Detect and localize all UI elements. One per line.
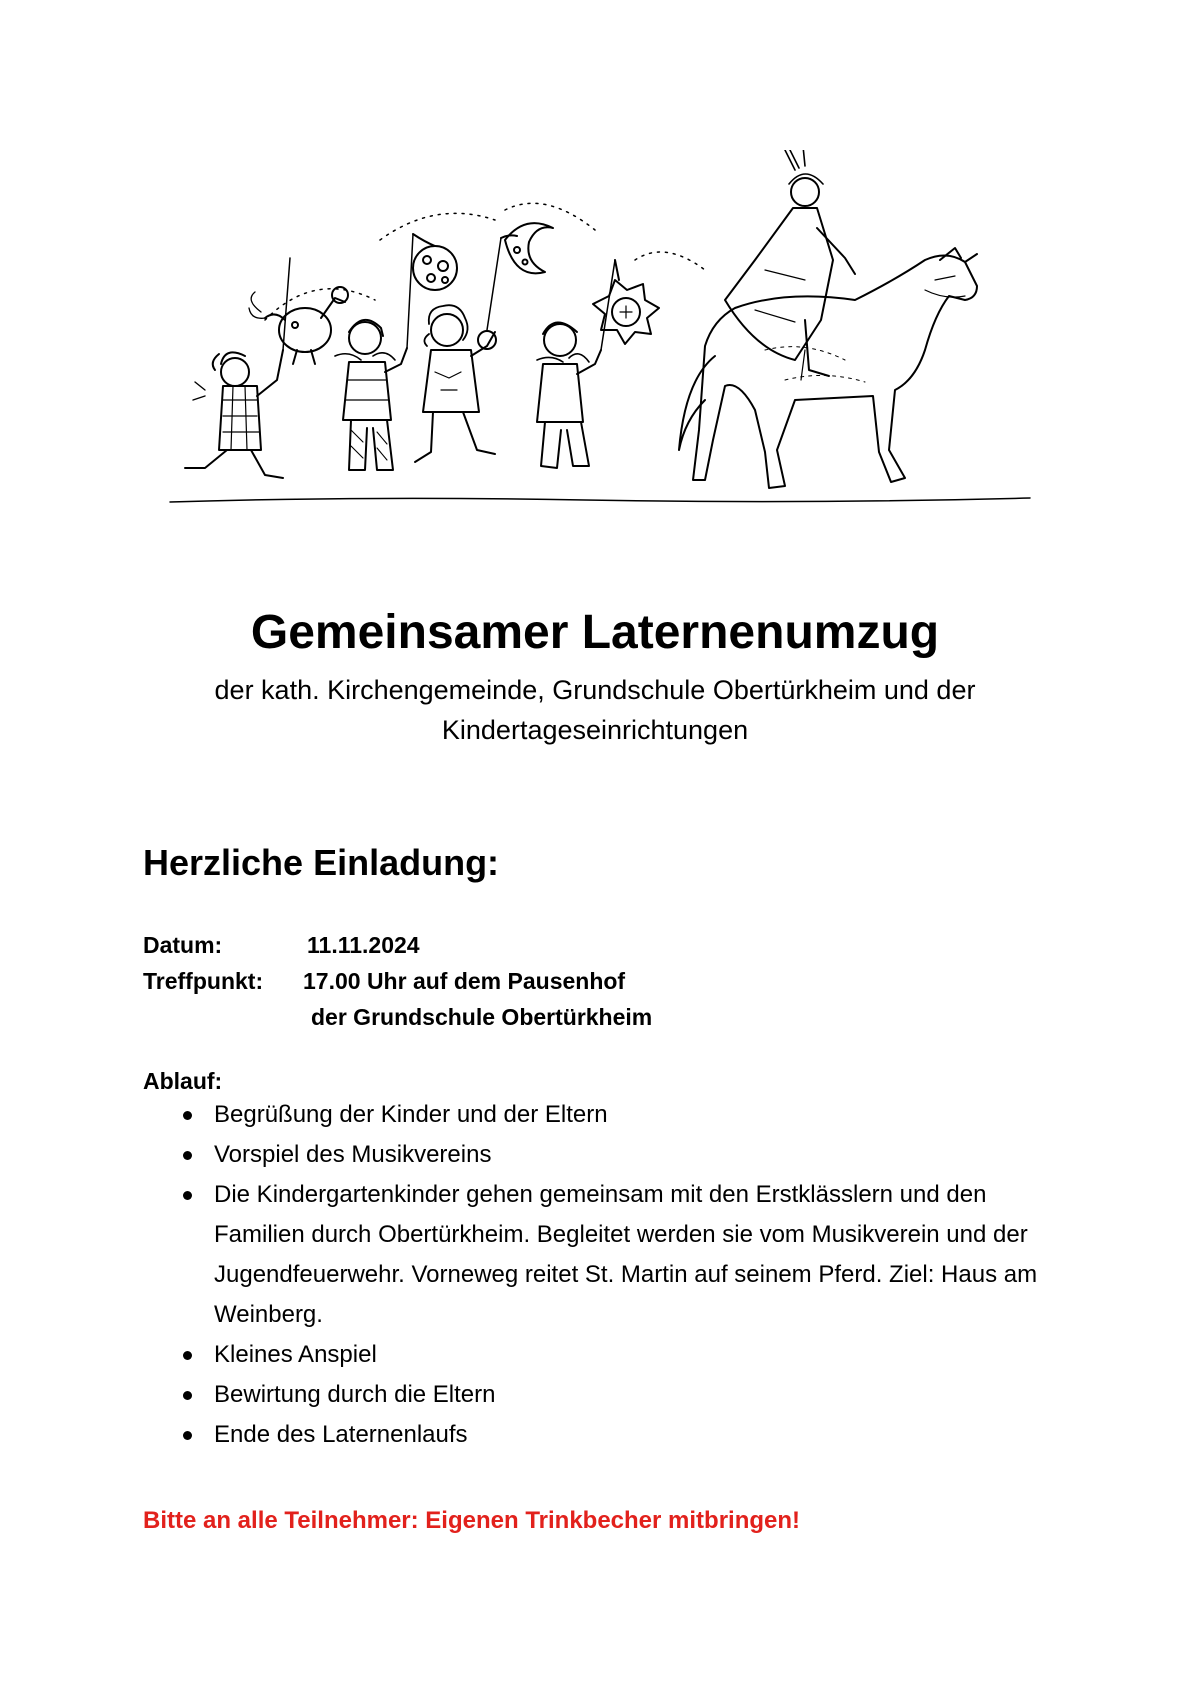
bird-lantern xyxy=(249,292,345,364)
child-curly-hair-figure xyxy=(415,238,501,462)
meeting-point-line-1: 17.00 Uhr auf dem Pausenhof xyxy=(303,968,626,994)
round-moon-lantern xyxy=(413,234,457,290)
ground-line xyxy=(170,498,1030,502)
bullet-icon xyxy=(183,1111,192,1120)
st-martin-rider-figure xyxy=(725,150,855,380)
bullet-icon xyxy=(183,1191,192,1200)
list-item-text: Begrüßung der Kinder und der Eltern xyxy=(214,1101,608,1128)
list-item-text: Bewirtung durch die Eltern xyxy=(214,1381,496,1408)
page-title: Gemeinsamer Laternenumzug xyxy=(250,606,940,659)
bullet-icon xyxy=(183,1351,192,1360)
date-value: 11.11.2024 xyxy=(307,932,420,958)
list-item-text: Ende des Laternenlaufs xyxy=(214,1421,468,1448)
date-row xyxy=(143,930,420,960)
list-item xyxy=(175,1095,1055,1135)
child-cap-figure xyxy=(335,234,413,470)
meeting-point-label: Treffpunkt: xyxy=(143,968,264,994)
star-lantern xyxy=(593,260,659,344)
bullet-icon xyxy=(183,1391,192,1400)
meeting-point-line-2: der Grundschule Obertürkheim xyxy=(311,1004,653,1030)
schedule-label: Ablauf: xyxy=(143,1068,223,1094)
list-item xyxy=(175,1415,1055,1455)
list-item xyxy=(175,1335,1055,1375)
bullet-icon xyxy=(183,1431,192,1440)
child-scarf-figure xyxy=(537,260,615,468)
list-item xyxy=(175,1175,1055,1335)
child-running-figure xyxy=(185,258,348,478)
subtitle: der kath. Kirchengemeinde, Grundschule Obertürkheim und der Kindertageseinrichtungen xyxy=(214,675,976,745)
crescent-moon-lantern xyxy=(501,223,553,273)
list-item-text: Die Kindergartenkinder gehen gemeinsam mit den Erstklässlern und den Familien durch Obertürkheim. Begleitet werden sie vom Musikverein und der Jugendfeuerwehr. Vorneweg reitet St. Martin auf seinem Pferd. Ziel: Haus am Weinberg. xyxy=(214,1181,1038,1328)
date-label: Datum: xyxy=(143,932,223,958)
list-item-text: Kleines Anspiel xyxy=(214,1341,377,1368)
list-item-text: Vorspiel des Musikvereins xyxy=(214,1141,492,1168)
meeting-point-row xyxy=(143,966,626,996)
list-item xyxy=(175,1135,1055,1175)
schedule-list xyxy=(175,1095,1055,1455)
invitation-heading: Herzliche Einladung: xyxy=(143,842,500,883)
lantern-parade-illustration xyxy=(165,150,1035,510)
list-item xyxy=(175,1375,1055,1415)
drinking-cup-notice: Bitte an alle Teilnehmer: Eigenen Trinkbecher mitbringen! xyxy=(143,1507,801,1534)
bullet-icon xyxy=(183,1151,192,1160)
